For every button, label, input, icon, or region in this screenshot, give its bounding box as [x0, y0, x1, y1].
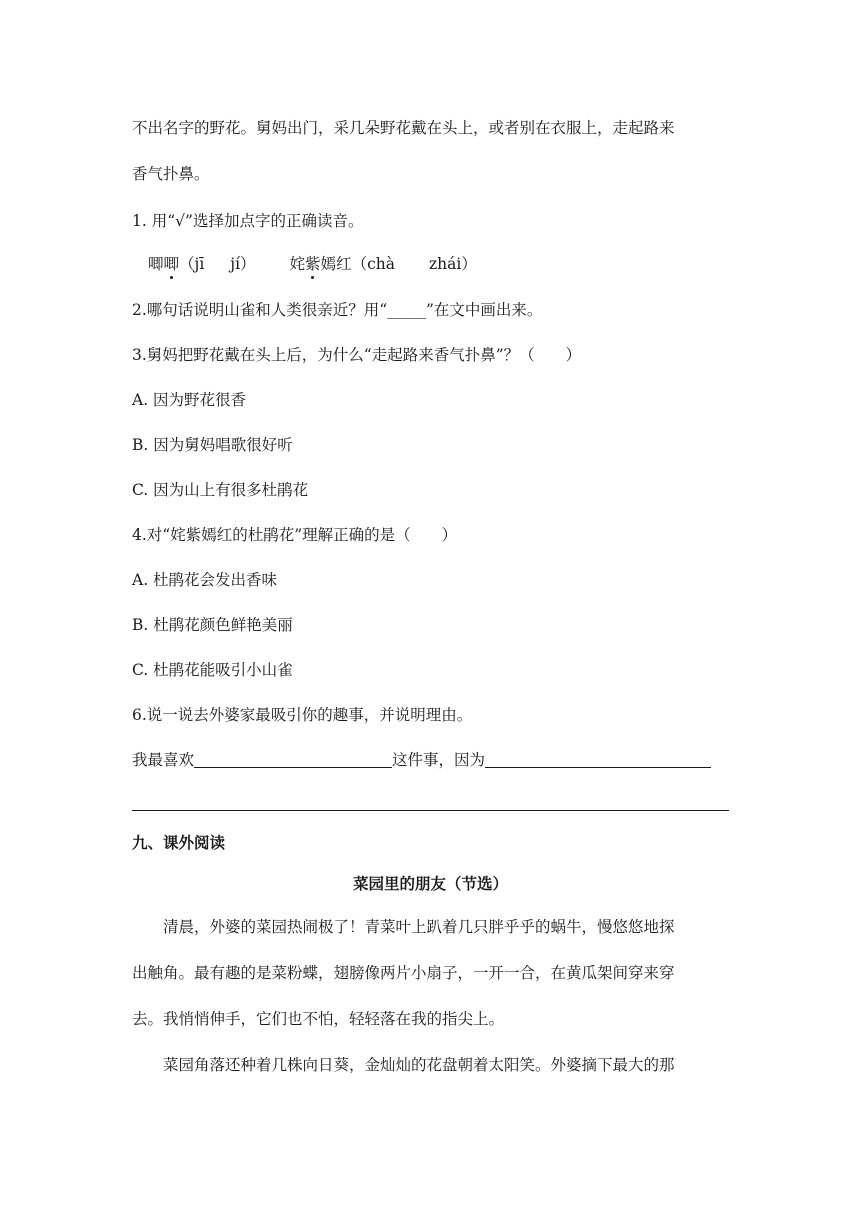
fill-middle: 这件事，因为: [392, 751, 486, 769]
passage-title: 菜园里的朋友（节选）: [352, 875, 508, 893]
answer-line-3[interactable]: [132, 810, 729, 811]
p2-line-1: 菜园角落还种着几株向日葵，金灿灿的花盘朝着太阳笑。外婆摘下最大的那: [163, 1056, 675, 1074]
item1-char: 唧: [148, 255, 164, 273]
question-4-option-a[interactable]: A. 杜鹃花会发出香味: [132, 571, 278, 589]
item2-rest: 嫣红: [320, 255, 352, 273]
question-1: 1. 用“√”选择加点字的正确读音。: [132, 212, 364, 230]
question-4-option-b[interactable]: B. 杜鹃花颜色鲜艳美丽: [132, 616, 293, 634]
question-6-fill-line: [132, 748, 711, 770]
question-1-items: [148, 252, 477, 274]
p1-line-2: 出触角。最有趣的是菜粉蝶，翅膀像两片小扇子，一开一合，在黄瓜架间穿来穿: [132, 964, 675, 982]
item2-char: 姹: [289, 255, 306, 273]
answer-blank-1[interactable]: [194, 749, 392, 768]
item2-pinyin-a[interactable]: （chà: [351, 255, 396, 273]
fill-prefix: 我最喜欢: [132, 751, 195, 769]
item1-dotted-char: 唧: [164, 252, 180, 274]
item2-dotted-char: 紫: [305, 252, 321, 274]
question-2: 2.哪句话说明山雀和人类很亲近？用“_____”在文中画出来。: [132, 301, 543, 319]
section-heading: 九、课外阅读: [132, 834, 226, 852]
question-3-option-a[interactable]: A. 因为野花很香: [132, 391, 247, 409]
answer-blank-2[interactable]: [485, 749, 711, 768]
question-4: 4.对“姹紫嫣红的杜鹃花”理解正确的是（ ）: [132, 526, 458, 544]
question-4-option-c[interactable]: C. 杜鹃花能吸引小山雀: [132, 661, 293, 679]
question-3-option-b[interactable]: B. 因为舅妈唱歌很好听: [132, 436, 293, 454]
item1-pinyin-a[interactable]: （jī: [179, 255, 205, 273]
question-6: 6.说一说去外婆家最吸引你的趣事，并说明理由。: [132, 706, 473, 724]
question-3: 3.舅妈把野花戴在头上后，为什么“走起路来香气扑鼻”？（ ）: [132, 346, 582, 364]
item2-pinyin-b[interactable]: zhái）: [429, 255, 477, 273]
passage-line-2: 香气扑鼻。: [132, 165, 210, 183]
p1-line-3: 去。我悄悄伸手，它们也不怕，轻轻落在我的指尖上。: [132, 1010, 505, 1028]
p1-line-1: 清晨，外婆的菜园热闹极了！青菜叶上趴着几只胖乎乎的蜗牛，慢悠悠地探: [163, 918, 675, 936]
passage-line-1: 不出名字的野花。舅妈出门，采几朵野花戴在头上，或者别在衣服上，走起路来: [132, 119, 675, 137]
question-3-option-c[interactable]: C. 因为山上有很多杜鹃花: [132, 481, 309, 499]
item1-pinyin-b[interactable]: jí）: [230, 255, 256, 273]
